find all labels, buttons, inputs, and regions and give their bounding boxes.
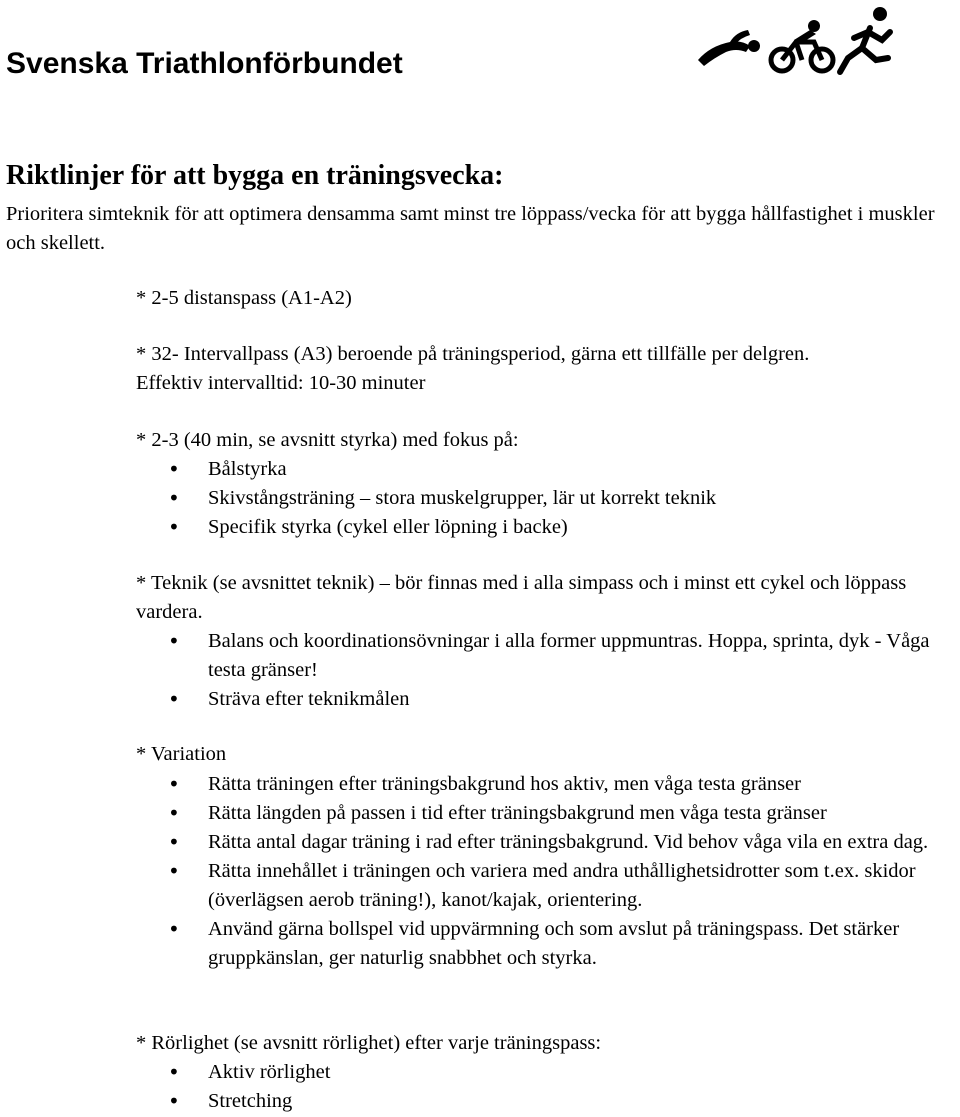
organization-name: Svenska Triathlonförbundet bbox=[6, 47, 403, 80]
distance-sessions: * 2-5 distanspass (A1-A2) bbox=[136, 287, 352, 309]
swimmer-icon bbox=[698, 30, 760, 66]
strength-heading: * 2-3 (40 min, se avsnitt styrka) med fokus på: bbox=[136, 429, 519, 451]
list-item: • Sträva efter teknikmålen bbox=[168, 685, 958, 714]
list-item: • Rätta längden på passen i tid efter träningsbakgrund men våga testa gränser bbox=[168, 799, 958, 828]
mobility-list bbox=[168, 1058, 958, 1116]
cyclist-icon bbox=[771, 42, 833, 71]
intro-paragraph: Prioritera simteknik för att optimera densamma samt minst tre löppass/vecka för att bygga hållfastighet i muskler och skellett. bbox=[6, 203, 935, 254]
variation-list bbox=[168, 770, 958, 973]
technique-heading: * Teknik (se avsnittet teknik) – bör finnas med i alla simpass och i minst ett cykel och löppass vardera. bbox=[136, 572, 907, 623]
strength-list bbox=[168, 455, 958, 542]
mobility-heading: * Rörlighet (se avsnitt rörlighet) efter varje träningspass: bbox=[136, 1032, 602, 1054]
interval-line: * 32- Intervallpass (A3) beroende på träningsperiod, gärna ett tillfälle per delgren. bbox=[136, 343, 810, 365]
list-item: • Rätta träningen efter träningsbakgrund hos aktiv, men våga testa gränser bbox=[168, 770, 958, 799]
document-title: Riktlinjer för att bygga en träningsvecka: bbox=[6, 160, 504, 191]
list-item: • Specifik styrka (cykel eller löpning i backe) bbox=[168, 513, 958, 542]
list-item: • Bålstyrka bbox=[168, 455, 958, 484]
interval-duration: Effektiv intervalltid: 10-30 minuter bbox=[136, 372, 426, 394]
list-item: • Skivstångsträning – stora muskelgrupper, lär ut korrekt teknik bbox=[168, 484, 958, 513]
list-item: • Balans och koordinationsövningar i alla former uppmuntras. Hoppa, sprinta, dyk - Våga testa gränser! bbox=[168, 627, 958, 685]
triathlon-logo-icon bbox=[690, 2, 920, 80]
technique-list bbox=[168, 627, 958, 714]
list-item: • Rätta antal dagar träning i rad efter träningsbakgrund. Vid behov våga vila en extra dag. bbox=[168, 828, 958, 857]
list-item: • Stretching bbox=[168, 1087, 958, 1116]
variation-heading: * Variation bbox=[136, 743, 227, 765]
interval-section bbox=[136, 340, 946, 398]
list-item: • Rätta innehållet i träningen och variera med andra uthållighetsidrotter som t.ex. skidor (överlägsen aerob träning!), kanot/kajak, orientering. bbox=[168, 857, 958, 915]
list-item: • Använd gärna bollspel vid uppvärmning och som avslut på träningspass. Det stärker gruppkänslan, ger naturlig snabbhet och styrka. bbox=[168, 915, 958, 973]
runner-icon bbox=[840, 28, 890, 72]
list-item: • Aktiv rörlighet bbox=[168, 1058, 958, 1087]
